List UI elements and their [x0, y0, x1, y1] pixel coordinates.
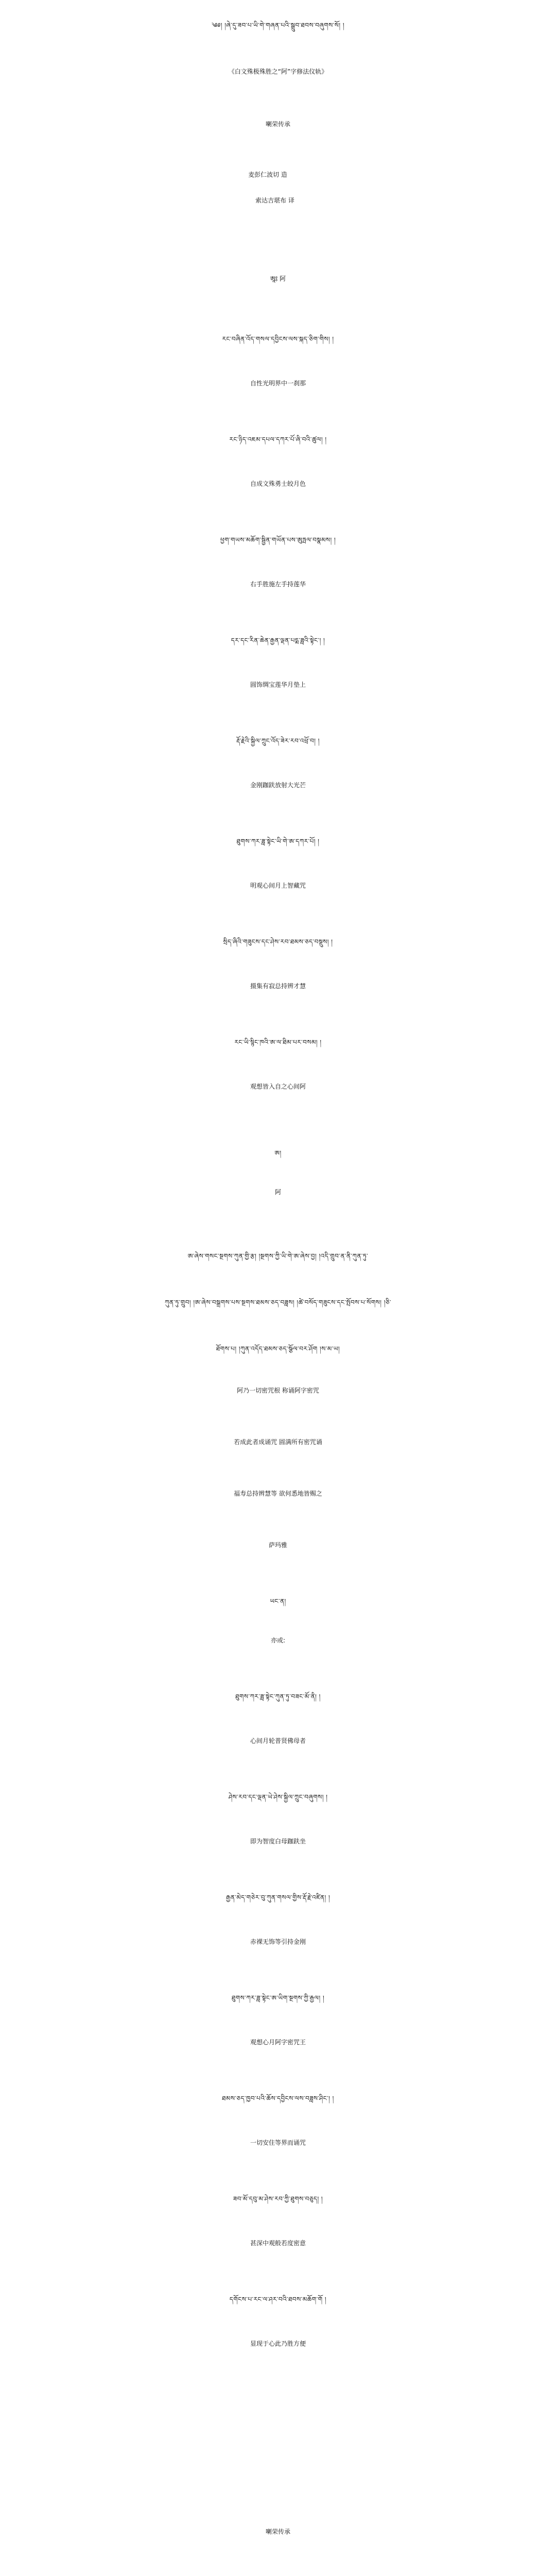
verse-tibetan: ཟབ་མོ་དབུ་མ་ཤེས་རབ་ཀྱི་ཐུགས་བཅུད། །: [233, 2195, 323, 2202]
verse-tibetan: དགོངས་པ་རང་ལ་ཤར་བའི་ཐབས་མཆོག་གོ །: [229, 2296, 327, 2303]
mantra-tibetan-line: ཐོགས་པ། །ཀུན་འདོད་ཐམས་ཅད་སྩོལ་བར་ཤོག །ས་མ་ཡ།: [216, 1345, 340, 1352]
verse-chinese: 摄集有寂总持辨才慧: [250, 982, 306, 990]
alternative-tibetan: ཡང་ན།: [270, 1598, 286, 1605]
verse-chinese: 显现于心此乃胜方便: [250, 2340, 306, 2347]
mantra-syllable-chinese: 阿: [274, 1189, 281, 1196]
verse-tibetan: སྲིད་ཞིའི་གཟུངས་དང་ཤེས་རབ་ཐམས་ཅད་བསྡུས། །: [223, 938, 333, 945]
verse-chinese: 观想心月阿字密咒王: [250, 2039, 306, 2046]
verse-chinese: 金刚跏趺放射大光芒: [250, 782, 306, 789]
verse-chinese: 圆饰绸宝莲华月垫上: [250, 681, 306, 688]
verse-chinese: 右手胜施左手持莲华: [250, 581, 306, 588]
mantra-chinese-line: 阿乃一切密咒根 称诵阿字密咒: [237, 1387, 319, 1394]
translator-credit: 索达吉堪布 译: [255, 197, 294, 204]
mantra-chinese-line: 福寿总持辨慧等 欲何悉地皆赐之: [234, 1490, 322, 1497]
verse-tibetan: རྒྱན་མེད་གཅེར་བུ་ཀུན་གསལ་གྱིས་རྡོ་རྗེ་འཛིན། །: [225, 1894, 331, 1901]
verse-chinese: 明观心间月上智藏咒: [250, 882, 306, 889]
verse-tibetan: ཐུགས་ཀར་ཟླ་སྟེང་ཡི་གེ་ཨ་དཀར་པོ། །: [236, 838, 320, 845]
mantra-syllable-tibetan: ཨ།: [274, 1149, 282, 1157]
verse-tibetan: ཐུགས་ཀར་ཟླ་སྟེང་ཀུན་ཏུ་བཟང་མོ་ནི། །: [235, 1693, 321, 1700]
verse-tibetan: དར་དང་རིན་ཆེན་རྒྱན་ལྡན་པདྨ་ཟླའི་སྟེང་། །: [231, 637, 325, 644]
verse-chinese: 赤裸无饰等引持金刚: [250, 1938, 306, 1945]
verse-chinese: 观想皆入自之心间阿: [250, 1083, 306, 1090]
verse-tibetan: ཕྱག་གཡས་མཆོག་སྦྱིན་གཡོན་པས་ཨུཏྤལ་བསྣམས། །: [220, 536, 336, 544]
verse-tibetan: ཤེས་རབ་དང་ལྡན་ཡེ་ཤེས་སྐྱིལ་ཀྲུང་བཞུགས། །: [228, 1793, 328, 1801]
mantra-chinese-line: 若成此者成诵咒 圆满所有密咒诵: [234, 1438, 322, 1446]
verse-chinese: 自性光明界中一刹那: [250, 380, 306, 387]
mantra-tibetan-line: ཀུན་ཏུ་གྲུབ། །ཨ་ཞེས་བསྒྲགས་པས་སྔགས་ཐམས་ཅད་བཟླས། །ཚེ་བསོད་གཟུངས་དང་སྤོབས་པ་སོགས། །ཅི་: [164, 1299, 392, 1306]
tibetan-title: ༄༅། །ཞེ་དུ་ཟབ་པ་ཡི་གེ་གཞན་པའི་སྒྲུབ་ཐབས་བཞུགས་སོ། །: [211, 22, 345, 29]
verse-chinese: 甚深中观般若度密意: [250, 2240, 306, 2247]
verse-chinese: 心间月轮普贤佛母者: [250, 1737, 306, 1744]
verse-seed-syllable: ཨཱ༔ 阿: [270, 275, 286, 282]
author-credit: 麦彭仁波切 造: [248, 171, 287, 178]
mantra-chinese-line: 萨玛雅: [268, 1541, 287, 1549]
lineage-heading: 喇荣传承: [265, 121, 290, 128]
alternative-chinese: 亦或:: [270, 1637, 286, 1644]
verse-chinese: 一切安住等界而诵咒: [250, 2139, 306, 2146]
verse-chinese: 即为智度白母跏趺坐: [250, 1838, 306, 1845]
verse-tibetan: རང་ཡི་སྙིང་ཁའི་ཨ་ལ་ཐིམ་པར་བསམ། །: [234, 1039, 322, 1046]
verse-tibetan: ཐུགས་ཀར་ཟླ་སྟེང་ཨ་ཡིག་སྔགས་ཀྱི་རྒྱལ། །: [231, 1994, 325, 2002]
verse-tibetan: ཐམས་ཅད་ཁྱབ་པའི་ཆོས་དབྱིངས་ལས་བཟླས་ཤིང་། །: [222, 2095, 334, 2102]
colophon-heading: 喇荣传承: [265, 2528, 290, 2535]
verse-chinese: 自成文殊勇士皎月色: [250, 480, 306, 487]
verse-tibetan: རྡོ་རྗེའི་སྐྱིལ་ཀྲུང་འོད་ཟེར་རབ་འཕྲོ་བ། །: [236, 737, 320, 744]
verse-tibetan: རང་ཉིད་འཇམ་དཔལ་དཀར་པོ་ཞི་བའི་ཚུལ། །: [229, 436, 327, 443]
mantra-tibetan-line: ཨ་ཞེས་གསང་སྔགས་ཀུན་གྱི་རྩ། །སྔགས་ཀྱི་ཡི་གེ་ཨ་ཞེས་བྱ། །འདི་གྲུབ་ན་ནི་ཀུན་ཏུ་: [187, 1252, 369, 1260]
chinese-title: 《白文殊极殊胜之“阿”字修法仪轨》: [228, 68, 328, 75]
verse-tibetan: རང་བཞིན་འོད་གསལ་དབྱིངས་ལས་སྐད་ཅིག་གིས། །: [222, 335, 334, 343]
